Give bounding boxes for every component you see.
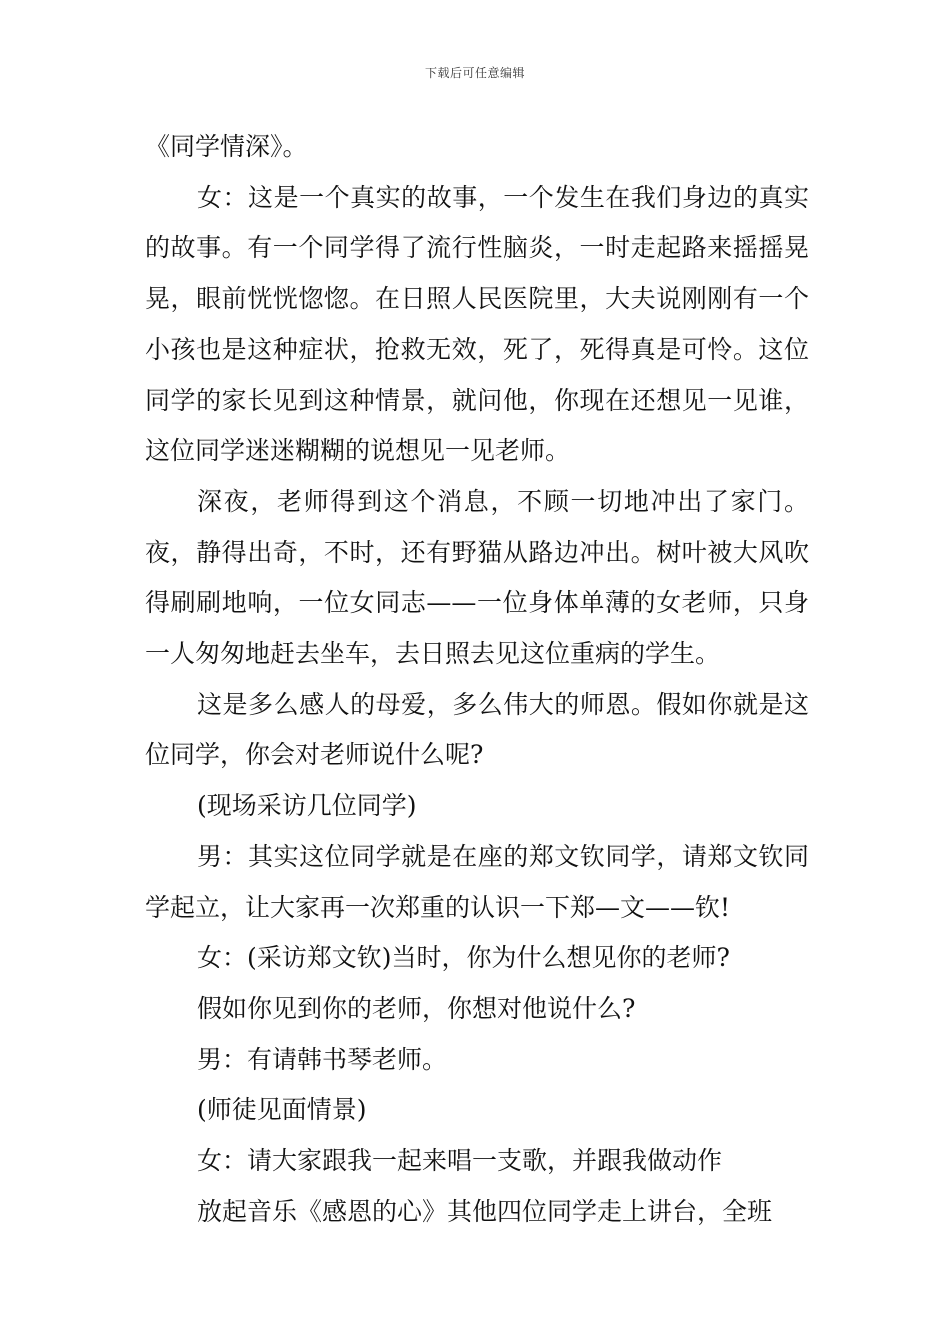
paragraph: 女：请大家跟我一起来唱一支歌，并跟我做动作 [197,1146,723,1176]
paragraph: 《同学情深》。 [145,132,308,161]
paragraph: 女：(采访郑文钦)当时，你为什么想见你的老师? [197,943,730,973]
paragraph: (现场采访几位同学) [197,791,417,821]
paragraph: 这是多么感人的母爱，多么伟大的师恩。假如你就是这位同学，你会对老师说什么呢? [145,689,809,770]
paragraph: 男：有请韩书琴老师。 [197,1044,448,1074]
document-body [145,122,809,1237]
paragraph: 男：其实这位同学就是在座的郑文钦同学，请郑文钦同学起立，让大家再一次郑重的认识一下郑—文——钦! [145,841,809,922]
paragraph: 放起音乐《感恩的心》其他四位同学走上讲台，全班 [197,1196,773,1226]
paragraph: 女：这是一个真实的故事，一个发生在我们身边的真实的故事。有一个同学得了流行性脑炎，一时走起路来摇摇晃晃，眼前恍恍惚惚。在日照人民医院里，大夫说刚刚有一个小孩也是这种症状，抢救无效，死了，死得真是可怜。这位同学的家长见到这种情景，就问他，你现在还想见一见谁，这位同学迷迷糊糊的说想见一见老师。 [145,182,809,466]
paragraph: (师徒见面情景) [197,1095,367,1125]
page-header: 下载后可任意编辑 [424,66,525,80]
paragraph: 深夜，老师得到这个消息，不顾一切地冲出了家门。夜，静得出奇，不时，还有野猫从路边冲出。树叶被大风吹得刷刷地响，一位女同志——一位身体单薄的女老师，只身一人匆匆地赶去坐车，去日照去见这位重病的学生。 [145,486,809,669]
paragraph: 假如你见到你的老师，你想对他说什么? [197,993,636,1023]
